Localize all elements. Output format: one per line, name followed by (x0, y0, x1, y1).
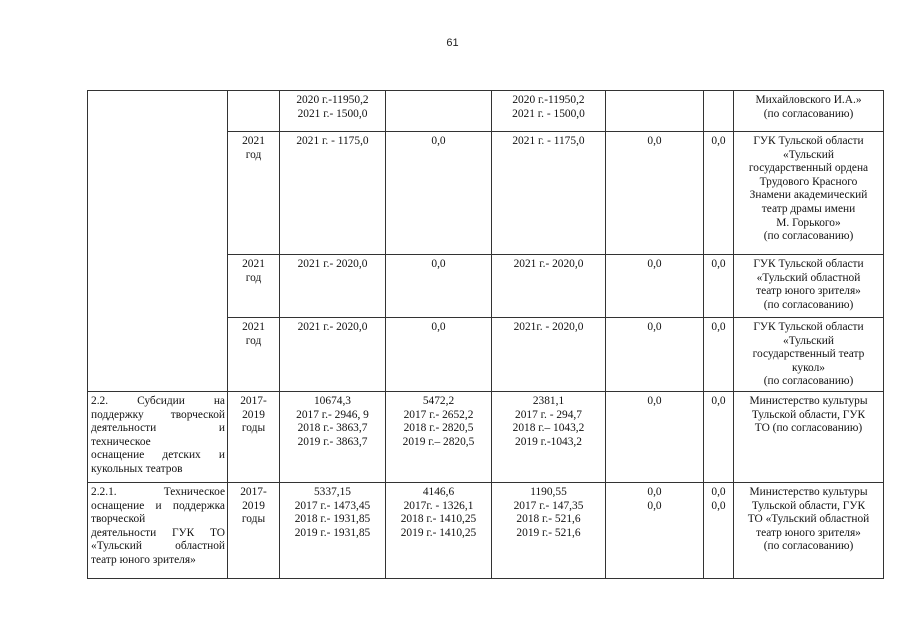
cell-line: 2021 г. - 1175,0 (296, 135, 369, 147)
cell-line: оснащение детских и (91, 449, 225, 462)
cell-line: 2018 г.– 1043,2 (512, 422, 585, 435)
cell-line: 2020 г.-11950,2 (512, 94, 585, 106)
cell-line: 2019 г.- 3863,7 (297, 435, 368, 448)
cell-line: 0,0 (711, 135, 726, 147)
cell-line: ГУК Тульской области (753, 321, 864, 333)
cell-line: «Тульский (783, 148, 834, 161)
cell-line: годы (241, 422, 266, 435)
other-sources-cell (704, 318, 734, 392)
cell-line: (по согласованию) (763, 375, 854, 388)
cell-line: Знамени академический (749, 189, 868, 202)
period-cell (228, 255, 280, 318)
executor-cell (734, 91, 884, 132)
cell-line: 2017 г.- 2652,2 (403, 408, 474, 421)
regional-budget-cell (492, 392, 606, 483)
cell-line: 2019 (242, 499, 265, 512)
name-cell (88, 91, 228, 392)
cell-line: 2021г. - 2020,0 (513, 321, 584, 333)
executor-cell (734, 255, 884, 318)
cell-line: поддержку творческой (91, 408, 225, 421)
cell-line: театр юного зрителя» (756, 285, 861, 298)
cell-line: год (245, 271, 262, 284)
regional-budget-cell (492, 318, 606, 392)
cell-line: «Тульский областной (756, 271, 861, 284)
cell-line: 5472,2 (422, 395, 455, 407)
cell-line: 0,0 (711, 258, 726, 270)
executor-cell (734, 392, 884, 483)
federal-budget-cell (386, 132, 492, 255)
cell-line: ТО (по согласованию) (754, 422, 863, 435)
cell-line: 2018 г.- 3863,7 (297, 422, 368, 435)
cell-line: Министерство культуры (749, 395, 868, 407)
cell-line: государственный театр (752, 348, 865, 361)
cell-line: Министерство культуры (749, 486, 868, 498)
cell-line: 2017г. - 1326,1 (403, 499, 474, 512)
cell-line: 2019 г.- 1410,25 (400, 526, 477, 539)
other-sources-cell (704, 392, 734, 483)
cell-line: 2020 г.-11950,2 (296, 94, 369, 106)
program-table (87, 90, 884, 579)
cell-line: (по согласованию) (763, 540, 854, 553)
cell-line: 0,0 (647, 499, 662, 512)
period-cell (228, 91, 280, 132)
cell-line: 2.2. Субсидии на (91, 395, 225, 407)
cell-line: 2021 г.- 2020,0 (513, 258, 584, 270)
table-row (88, 392, 884, 483)
cell-line: кукол» (792, 361, 825, 374)
cell-line: 0,0 (647, 395, 662, 407)
page-number: 61 (446, 37, 459, 49)
table-row (88, 483, 884, 579)
executor-cell (734, 318, 884, 392)
regional-budget-cell (492, 483, 606, 579)
cell-line: 2019 г.- 521,6 (516, 526, 581, 539)
cell-line: 2019 г.– 2820,5 (402, 435, 475, 448)
federal-budget-cell (386, 255, 492, 318)
cell-line: деятельности и (91, 422, 225, 435)
cell-line: 0,0 (647, 258, 662, 270)
cell-line: Трудового Красного (759, 175, 858, 188)
total-cell (280, 132, 386, 255)
cell-line: Михайловского И.А.» (755, 94, 862, 106)
cell-line: 2018 г.- 2820,5 (403, 422, 474, 435)
municipal-budget-cell (606, 483, 704, 579)
total-cell (280, 483, 386, 579)
cell-line: год (245, 148, 262, 161)
cell-line: 2019 г.-1043,2 (515, 435, 582, 448)
cell-line: 2017- (240, 486, 267, 498)
cell-line: 2018 г.- 521,6 (516, 513, 581, 526)
cell-line: 0,0 (647, 486, 662, 498)
other-sources-cell (704, 91, 734, 132)
name-cell (88, 483, 228, 579)
total-cell (280, 392, 386, 483)
cell-line: 4146,6 (422, 486, 455, 498)
cell-line: 2017 г. - 294,7 (515, 408, 582, 421)
cell-line: 0,0 (431, 135, 446, 147)
municipal-budget-cell (606, 318, 704, 392)
cell-line: 0,0 (711, 499, 726, 512)
total-cell (280, 318, 386, 392)
cell-line: «Тульский областной (91, 540, 225, 553)
cell-line: 2021 г.- 2020,0 (297, 258, 368, 270)
cell-line: 0,0 (431, 321, 446, 333)
cell-line: 0,0 (647, 321, 662, 333)
cell-line: 2019 (242, 408, 265, 421)
cell-line: 2017 г.- 147,35 (513, 499, 584, 512)
cell-line: театр юного зрителя» (756, 526, 861, 539)
period-cell (228, 318, 280, 392)
cell-line: 2018 г.- 1931,85 (294, 513, 371, 526)
cell-line: (по согласованию) (763, 230, 854, 243)
cell-line: 2381,1 (532, 395, 565, 407)
cell-line: 0,0 (711, 395, 726, 407)
cell-line: Тульской области, ГУК (751, 408, 866, 421)
cell-line: 5337,15 (313, 486, 352, 498)
period-cell (228, 483, 280, 579)
cell-line: кукольных театров (91, 462, 183, 475)
cell-line: 0,0 (711, 486, 726, 498)
cell-line: 2017 г.- 1473,45 (294, 499, 371, 512)
total-cell (280, 91, 386, 132)
other-sources-cell (704, 483, 734, 579)
municipal-budget-cell (606, 91, 704, 132)
cell-line: 2018 г.- 1410,25 (400, 513, 477, 526)
cell-line: оснащение и поддержка (91, 499, 225, 512)
federal-budget-cell (386, 318, 492, 392)
cell-line: ГУК Тульской области (753, 135, 864, 147)
period-cell (228, 392, 280, 483)
cell-line: 2021 (242, 321, 265, 333)
cell-line: 2017 г.- 2946, 9 (296, 408, 369, 421)
cell-line: 2021 г. - 1500,0 (512, 107, 585, 120)
cell-line: 10674,3 (313, 395, 352, 407)
cell-line: 2.2.1. Техническое (91, 486, 225, 498)
cell-line: 2021 г. - 1175,0 (512, 135, 585, 147)
cell-line: 2017- (240, 395, 267, 407)
cell-line: 2019 г.- 1931,85 (294, 526, 371, 539)
cell-line: 2021 г.- 2020,0 (297, 321, 368, 333)
cell-line: 2021 (242, 258, 265, 270)
cell-line: ТО «Тульский областной (747, 513, 870, 526)
regional-budget-cell (492, 91, 606, 132)
cell-line: годы (241, 513, 266, 526)
regional-budget-cell (492, 132, 606, 255)
municipal-budget-cell (606, 392, 704, 483)
period-cell (228, 132, 280, 255)
executor-cell (734, 483, 884, 579)
cell-line: год (245, 334, 262, 347)
cell-line: театр драмы имени (761, 202, 856, 215)
cell-line: 0,0 (711, 321, 726, 333)
cell-line: 2021 г.- 1500,0 (297, 107, 368, 120)
executor-cell (734, 132, 884, 255)
cell-line: (по согласованию) (763, 107, 854, 120)
cell-line: (по согласованию) (763, 298, 854, 311)
cell-line: техническое (91, 435, 151, 448)
other-sources-cell (704, 255, 734, 318)
table-row (88, 91, 884, 132)
cell-line: 1190,55 (530, 486, 567, 498)
federal-budget-cell (386, 91, 492, 132)
federal-budget-cell (386, 483, 492, 579)
cell-line: театр юного зрителя» (91, 553, 196, 566)
cell-line: «Тульский (783, 334, 834, 347)
municipal-budget-cell (606, 132, 704, 255)
other-sources-cell (704, 132, 734, 255)
total-cell (280, 255, 386, 318)
name-cell (88, 392, 228, 483)
cell-line: 2021 (242, 135, 265, 147)
cell-line: деятельности ГУК ТО (91, 526, 225, 539)
regional-budget-cell (492, 255, 606, 318)
cell-line: ГУК Тульской области (753, 258, 864, 270)
federal-budget-cell (386, 392, 492, 483)
cell-line: государственный ордена (748, 162, 869, 175)
cell-line: Тульской области, ГУК (751, 499, 866, 512)
municipal-budget-cell (606, 255, 704, 318)
cell-line: 0,0 (431, 258, 446, 270)
cell-line: творческой (91, 513, 146, 526)
cell-line: 0,0 (647, 135, 662, 147)
cell-line: М. Горького» (776, 216, 841, 229)
